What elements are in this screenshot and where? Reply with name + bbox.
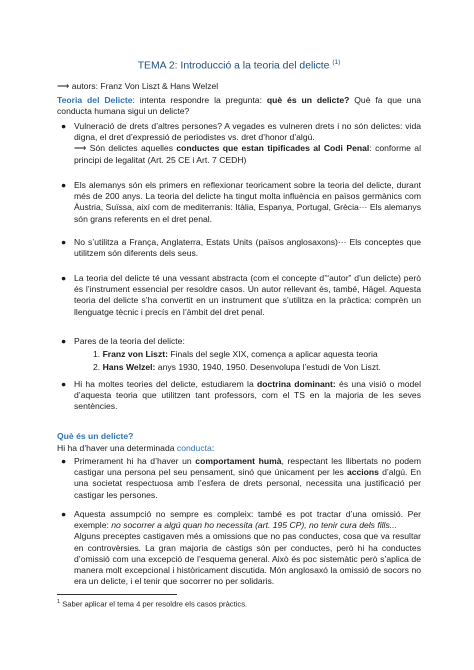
arrow-text-a: ⟶ Són delictes aquelles: [74, 143, 177, 154]
bullet-icon: ●: [61, 509, 67, 519]
list-item: [61, 456, 421, 501]
c1-text-b: , respectant les llibertats no podem castigar una persona pel seu pensament, sinó que únicament per les: [74, 456, 421, 478]
item-text: Finals del segle XIX, comença a aplicar aquesta teoria: [167, 349, 378, 359]
intro-question: què és un delicte?: [266, 95, 350, 105]
c1-bold-2: accions: [346, 467, 379, 478]
bullet-text: Els alemanys són els primers en reflexionar teoricament sobre la teoria del delicte, durant més de 200 anys. La teoria del delicte ha tingut molta influència en països germànics com Àustria, Suïssa, així com de mediterranis: Itàlia, Espanya, Portugal, Grècia··· Els alemanys són grans referents en el dret penal.: [74, 180, 421, 224]
intro-paragraph: [57, 95, 421, 117]
c2-para-a: [74, 509, 421, 531]
c1-text-a: Primerament hi ha d’haver un: [74, 456, 196, 466]
bullet-text: No s’utilitza a França, Anglaterra, Estats Units (països anglosaxons)··· Els conceptes que utilitzem són diferents dels seus.: [74, 237, 421, 259]
bullet-bold: doctrina dominant:: [257, 379, 336, 389]
list-item: [61, 509, 421, 587]
bullet-icon: ●: [61, 379, 67, 389]
item-text: anys 1930, 1940, 1950. Desenvolupa l’estudi de Von Liszt.: [155, 362, 381, 372]
bullet-text-b: és una visió o model d’aquesta teoria que utilitzen tant professors, com el TS en la majoria de les seves sentències.: [74, 379, 422, 412]
list-item: [61, 379, 422, 413]
item-number: 1.: [93, 349, 101, 359]
list-item: [61, 121, 421, 166]
bullet-text-a: Hi ha moltes teories del delicte, estudiarem la: [74, 379, 258, 389]
bullet-icon: ●: [61, 121, 67, 131]
list-item: [61, 180, 421, 225]
item-number: 2.: [93, 362, 101, 372]
list-item: [61, 237, 421, 259]
bullet-icon: ●: [61, 237, 67, 247]
list-item: [61, 336, 421, 347]
bullet-icon: ●: [61, 273, 67, 283]
bullet-text: Pares de la teoria del delicte:: [74, 336, 185, 346]
numbered-item: [93, 362, 421, 373]
c2-italic: no socorrer a algú quan ho necessita (art. 195 CP), no tenir cura dels fills...: [111, 520, 397, 531]
footnote-text: Saber aplicar el tema 4 per resoldre els casos pràctics.: [60, 599, 248, 609]
section-lead-b: :: [211, 443, 215, 453]
c1-text-c: d’algú. En una societat respectuosa amb l’esfera de drets personal, necessita una justificació per castigar les persones.: [74, 467, 421, 500]
footnote-divider: [57, 594, 177, 595]
section-lead: [57, 443, 421, 454]
section-heading-text: Què és un delicte?: [57, 431, 134, 441]
footnote-ref[interactable]: (1): [332, 59, 341, 66]
numbered-item: [93, 349, 421, 360]
bullet-icon: ●: [61, 180, 67, 190]
intro-text-b: Què fa que una conducta humana sigui un delicte?: [57, 95, 422, 117]
list-item: [61, 273, 421, 318]
page-title: [57, 56, 421, 72]
section-lead-word: conducta: [176, 443, 212, 453]
title-text: TEMA 2: Introducció a la teoria del delicte: [137, 60, 330, 72]
item-name: Hans Welzel:: [102, 362, 156, 372]
intro-label: Teoria del Delicte: [57, 95, 133, 105]
bullet-text: La teoria del delicte té una vessant abstracta (com el concepte d’“autor” d’un delicte) però és l’instrument essencial per resoldre casos. Un autor rellevant és, també, Hägel. Aquesta teoria del delicte s’ha convertit en un instrument que s’utilitza en la pràctica: comprèn un llenguatge tècnic i precís en l’àmbit del dret penal.: [74, 273, 421, 317]
bullet-icon: ●: [61, 336, 67, 346]
authors-line: ⟶ autors: Franz Von Liszt & Hans Welzel: [57, 81, 219, 91]
section-heading: [57, 431, 421, 442]
section-lead-a: Hi ha d’haver una determinada: [57, 443, 177, 453]
item-name: Franz von Liszt:: [102, 349, 168, 359]
bullet-text: Vulneració de drets d’altres persones? A vegades es vulneren drets i no són delictes: vida digna, el dret d’expressió de periodistes vs. dret d’honor d’algú.: [74, 121, 421, 143]
c1-bold-1: comportament humà: [195, 456, 282, 466]
c2-text-a: Aquesta assumpció no sempre es compleix: també es pot tractar d’una omissió. Per exemple:: [74, 509, 421, 531]
intro-text-a: : intenta respondre la pregunta:: [132, 95, 267, 105]
bullet-icon: ●: [61, 456, 67, 466]
arrow-text-b: : conforme al principi de legalitat (Art. 25 CE i Art. 7 CEDH): [74, 143, 421, 165]
footnote: [57, 597, 247, 610]
c2-para-b: Alguns preceptes castigaven més a omissions que no pas conductes, cosa que va resultar en controvèrsies. La gran majoria de càstigs són per conductes, però hi ha conductes d’omissió com una excepció de l’esquema general. Això és poc sistemàtic però s’aplica de manera molt excepcional i històricament discutida. Món anglosaxó la omissió de socors no era un delicte, i el tenir que socorrer no per solidaris.: [74, 531, 421, 587]
footnote-number: 1: [57, 599, 61, 605]
arrow-bold: conductes que estan tipificades al Codi Penal: [176, 143, 370, 154]
arrow-line: [74, 143, 421, 165]
